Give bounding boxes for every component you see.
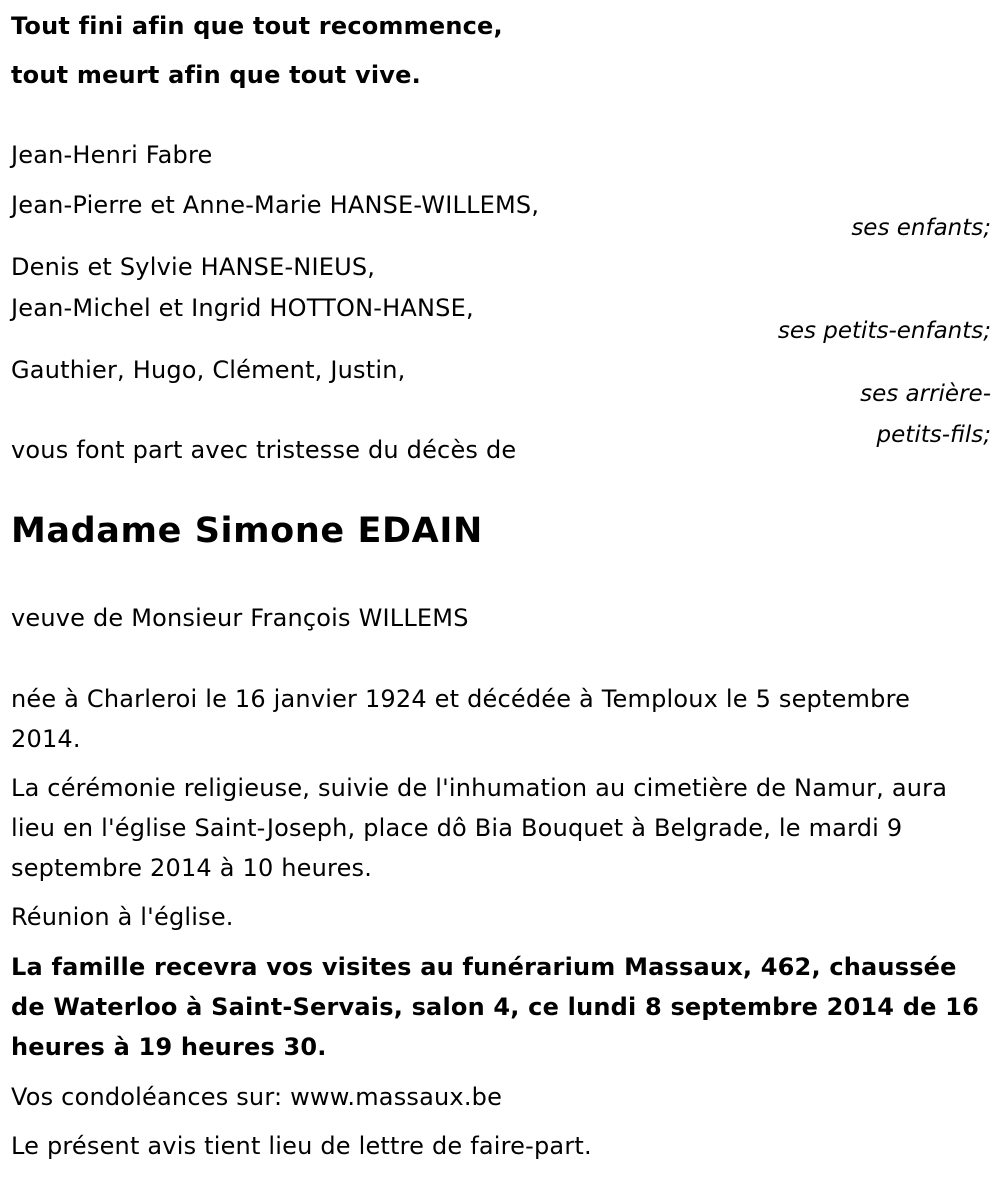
condolences-info: Vos condoléances sur: www.massaux.be [11,1083,503,1111]
deceased-name: Madame Simone EDAIN [11,511,483,551]
ceremony-info: La cérémonie religieuse, suivie de l'inhumation au cimetière de Namur, aura lieu en l'église Saint-Joseph, place dô Bia Bouquet à Belgrade, le mardi 9 septembre 2014 à 10 heures. [11,774,948,882]
children-role: ses enfants; [851,215,991,241]
grandchildren-role: ses petits-enfants; [777,318,991,344]
great-grandchildren-role-line-2: petits-fils; [876,422,991,448]
widow-of: veuve de Monsieur François WILLEMS [11,604,469,632]
quote-line-2: tout meurt afin que tout vive. [11,61,421,89]
announcement-text: vous font part avec tristesse du décès de [11,436,517,464]
meeting-info: Réunion à l'église. [11,903,234,931]
children-names: Jean-Pierre et Anne-Marie HANSE-WILLEMS, [11,191,540,219]
great-grandchildren-role-line-1: ses arrière- [860,381,991,407]
grandchildren-line-2: Jean-Michel et Ingrid HOTTON-HANSE, [11,294,474,322]
birth-death-info: née à Charleroi le 16 janvier 1924 et décédée à Temploux le 5 septembre 2014. [11,685,911,753]
visits-info: La famille recevra vos visites au funérarium Massaux, 462, chaussée de Waterloo à Saint-Servais, salon 4, ce lundi 8 septembre 2014 de 16 heures à 19 heures 30. [11,953,979,1061]
notice-info: Le présent avis tient lieu de lettre de faire-part. [11,1132,592,1160]
obituary-notice [11,0,991,1181]
quote-line-1: Tout fini afin que tout recommence, [11,12,503,40]
quote-author: Jean-Henri Fabre [11,141,213,169]
grandchildren-line-1: Denis et Sylvie HANSE-NIEUS, [11,253,376,281]
great-grandchildren-names: Gauthier, Hugo, Clément, Justin, [11,356,406,384]
